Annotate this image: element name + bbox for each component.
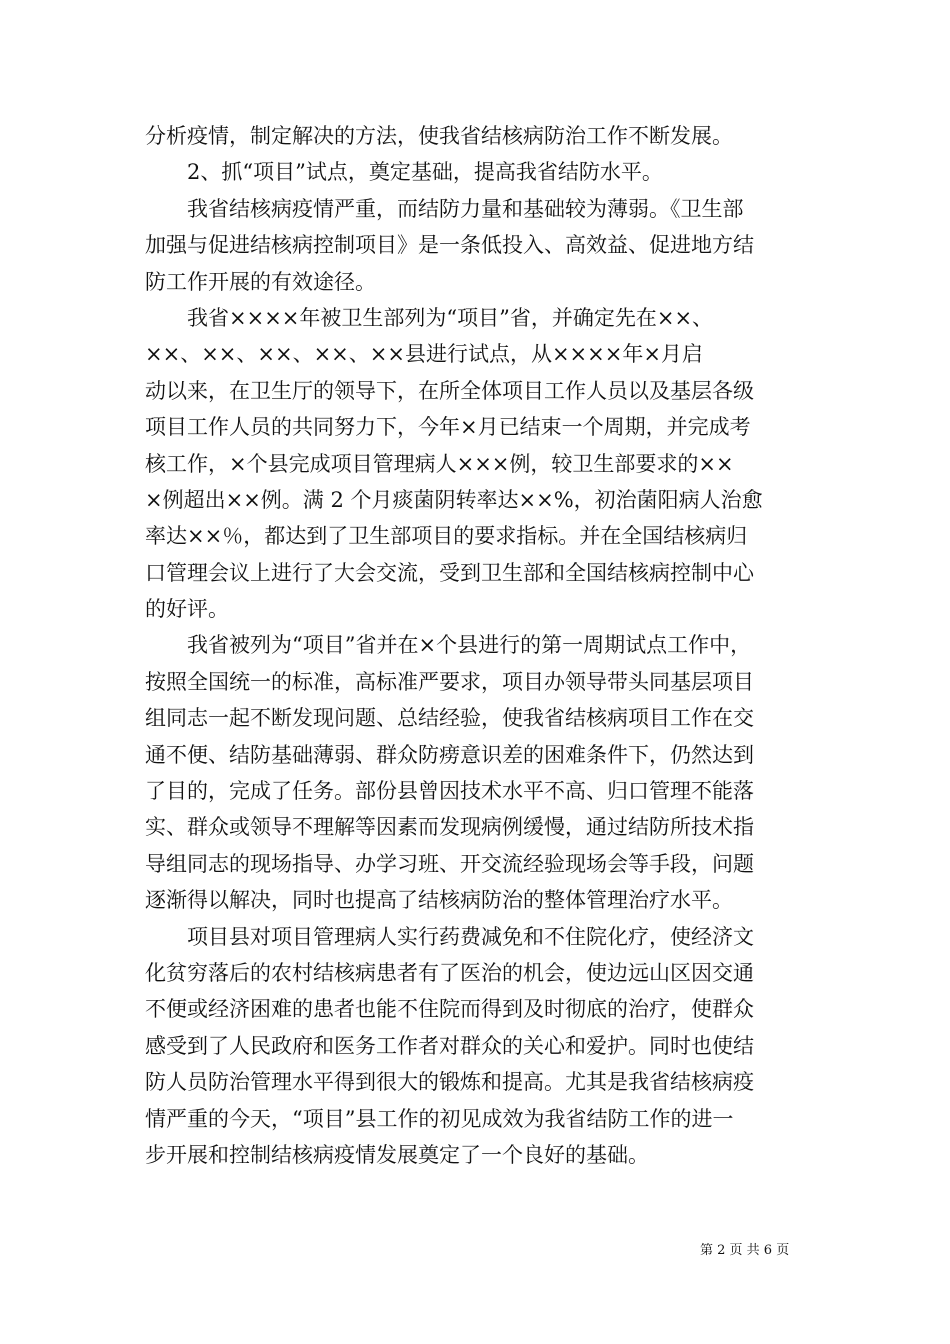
text-line: ××、××、××、××、××县进行试点，从××××年×月启 xyxy=(145,342,703,367)
text-line: 我省被列为“项目”省并在×个县进行的第一周期试点工作中， xyxy=(145,633,752,658)
text-line: 项目县对项目管理病人实行药费减免和不住院化疗，使经济文 xyxy=(145,924,754,949)
text-line: 逐渐得以解决，同时也提高了结核病防治的整体管理治疗水平。 xyxy=(145,888,733,913)
text-line: 导组同志的现场指导、办学习班、开交流经验现场会等手段，问题 xyxy=(145,851,754,876)
text-line: 2、抓“项目”试点，奠定基础，提高我省结防水平。 xyxy=(145,160,663,185)
text-line: 按照全国统一的标准，高标准严要求，项目办领导带头同基层项目 xyxy=(145,669,754,694)
text-line: 分析疫情，制定解决的方法，使我省结核病防治工作不断发展。 xyxy=(145,124,733,148)
text-line: 化贫穷落后的农村结核病患者有了医治的机会，使边远山区因交通 xyxy=(145,960,754,985)
text-line: 的好评。 xyxy=(145,597,229,622)
text-line: 不便或经济困难的患者也能不住院而得到及时彻底的治疗，使群众 xyxy=(145,997,754,1022)
text-line: 实、群众或领导不理解等因素而发现病例缓慢，通过结防所技术指 xyxy=(145,815,754,840)
text-line: 核工作，×个县完成项目管理病人×××例，较卫生部要求的×× xyxy=(145,451,734,476)
text-line: 通不便、结防基础薄弱、群众防痨意识差的困难条件下，仍然达到 xyxy=(145,742,754,767)
body-text xyxy=(145,118,810,1173)
text-line: 率达××％，都达到了卫生部项目的要求指标。并在全国结核病归 xyxy=(145,524,748,549)
text-line: 口管理会议上进行了大会交流，受到卫生部和全国结核病控制中心 xyxy=(145,560,754,585)
text-line: 动以来，在卫生厅的领导下，在所全体项目工作人员以及基层各级 xyxy=(145,378,754,403)
text-line: 项目工作人员的共同努力下，今年×月已结束一个周期，并完成考 xyxy=(145,415,751,440)
text-line: 防工作开展的有效途径。 xyxy=(145,269,376,294)
page-number: 第 2 页 共 6 页 xyxy=(700,1243,790,1258)
text-line: 情严重的今天，“项目”县工作的初见成效为我省结防工作的进一 xyxy=(145,1106,734,1131)
text-line: 防人员防治管理水平得到很大的锻炼和提高。尤其是我省结核病疫 xyxy=(145,1070,754,1095)
text-line: 步开展和控制结核病疫情发展奠定了一个良好的基础。 xyxy=(145,1142,649,1167)
text-line: 加强与促进结核病控制项目》是一条低投入、高效益、促进地方结 xyxy=(145,233,754,258)
text-line: 我省结核病疫情严重，而结防力量和基础较为薄弱。《卫生部 xyxy=(145,196,744,221)
text-line: 了目的，完成了任务。部份县曾因技术水平不高、归口管理不能落 xyxy=(145,779,754,804)
text-line: 组同志一起不断发现问题、总结经验，使我省结核病项目工作在交 xyxy=(145,706,754,731)
text-line: 感受到了人民政府和医务工作者对群众的关心和爱护。同时也使结 xyxy=(145,1033,754,1058)
text-line: 我省××××年被卫生部列为“项目”省，并确定先在××、 xyxy=(145,305,714,330)
text-line: ×例超出××例。满 2 个月痰菌阴转率达××%，初治菌阳病人治愈 xyxy=(145,487,763,512)
